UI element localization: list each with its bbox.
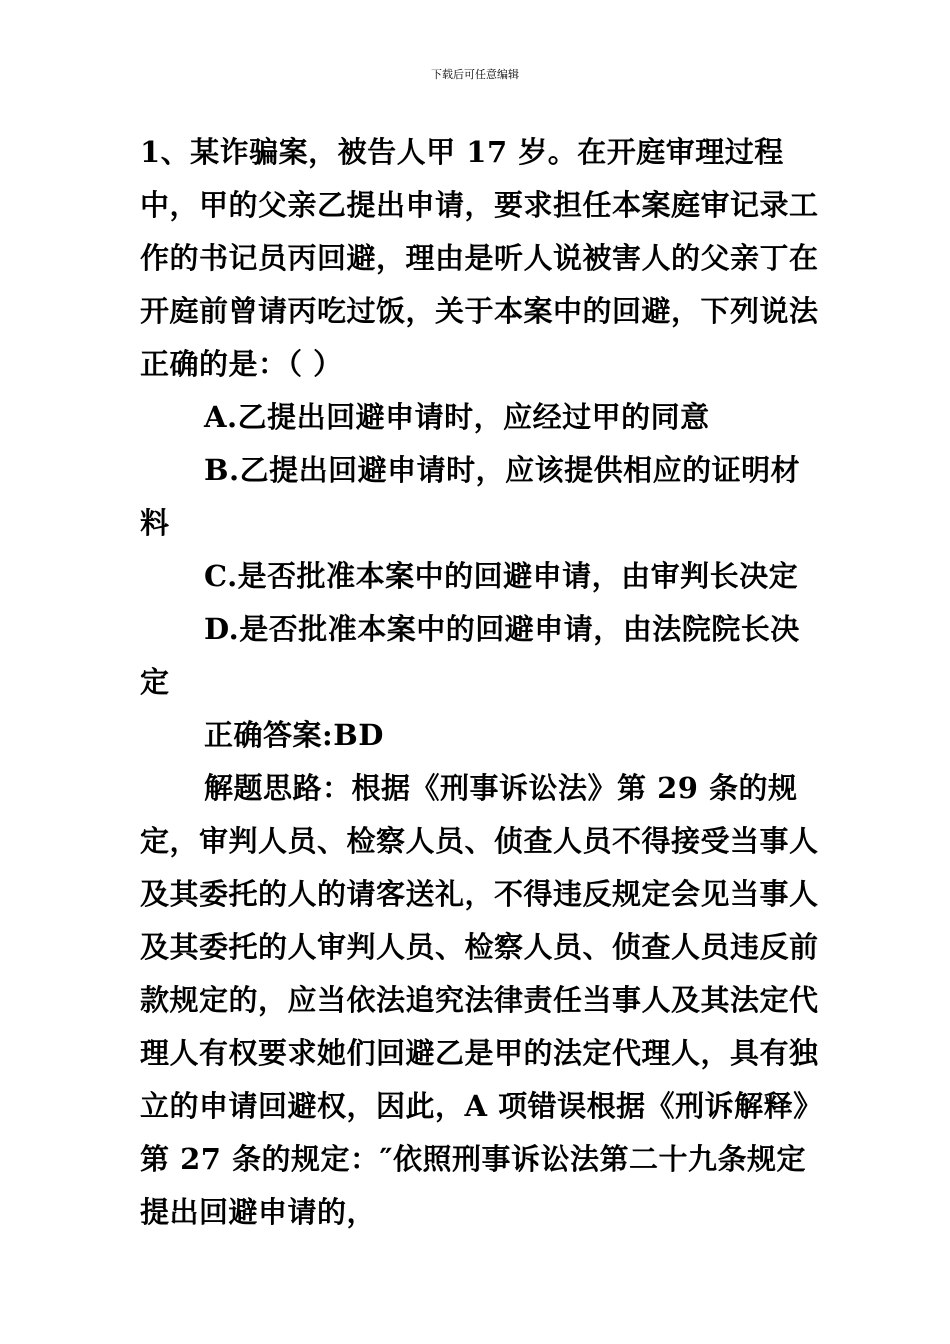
question-block [140,126,820,1239]
question-stem: 1、某诈骗案，被告人甲 17 岁。在开庭审理过程中，甲的父亲乙提出申请，要求担任本案庭审记录工作的书记员丙回避，理由是听人说被害人的父亲丁在开庭前曾请丙吃过饭，关于本案中的回避，下列说法正确的是：（ ） [140,135,819,381]
option-a: A.乙提出回避申请时，应经过甲的同意 [204,400,710,434]
answer-line: 正确答案:BD [204,718,384,752]
option-d: D.是否批准本案中的回避申请，由法院院长决定 [140,612,800,699]
explanation-text: 解题思路：根据《刑事诉讼法》第 29 条的规定，审判人员、检察人员、侦查人员不得接受当事人及其委托的人的请客送礼，不得违反规定会见当事人及其委托的人审判人员、检察人员、侦查人员违反前款规定的，应当依法追究法律责任当事人及其法定代理人有权要求她们回避乙是甲的法定代理人，具有独立的申请回避权，因此，A 项错误根据《刑诉解释》第 27 条的规定：″依照刑事诉讼法第二十九条规定提出回避申请的， [140,771,819,1229]
option-b: B.乙提出回避申请时，应该提供相应的证明材料 [140,453,801,540]
option-c: C.是否批准本案中的回避申请，由审判长决定 [204,559,799,593]
page-header: 下载后可任意编辑 [431,68,519,81]
